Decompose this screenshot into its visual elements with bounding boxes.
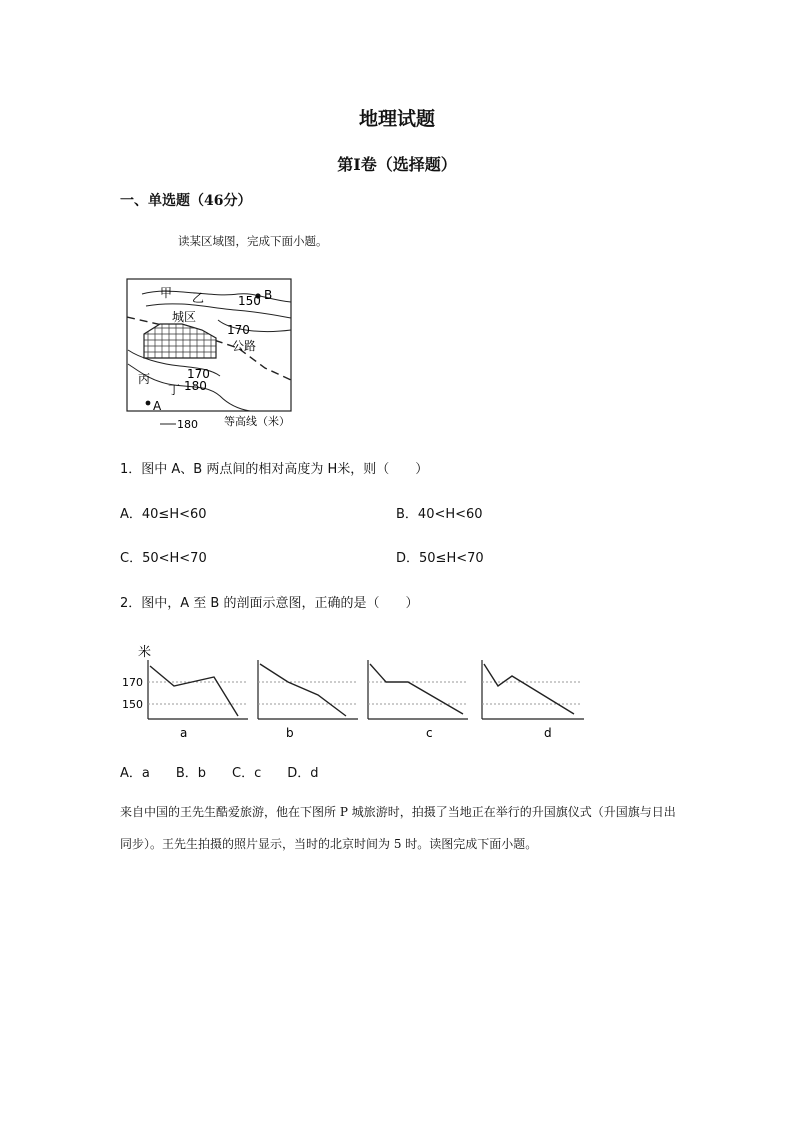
label-ding: 丁 bbox=[168, 383, 181, 397]
label-road: 公路 bbox=[232, 339, 257, 353]
contour-line-upper bbox=[146, 304, 291, 318]
legend-value: 180 bbox=[177, 418, 198, 431]
point-a-marker bbox=[146, 401, 151, 406]
section-heading: 一、单选题（46分） bbox=[120, 193, 252, 209]
y-tick-150: 150 bbox=[122, 698, 143, 711]
volume-title: 第I卷（选择题） bbox=[337, 155, 457, 174]
label-170-lower: 170 bbox=[187, 367, 210, 381]
profile-panel-a bbox=[148, 660, 248, 719]
profile-line-c bbox=[370, 664, 463, 714]
label-jia: 甲 bbox=[160, 286, 173, 300]
profile-panel-b bbox=[258, 660, 358, 719]
legend-text: 等高线（米） bbox=[224, 415, 290, 428]
label-a: A bbox=[153, 399, 162, 413]
q1-option-b[interactable]: B．40<H<60 bbox=[396, 507, 483, 522]
label-150: 150 bbox=[238, 294, 261, 308]
q1-option-c[interactable]: C．50<H<70 bbox=[120, 551, 207, 566]
passage-text: 来自中国的王先生酷爱旅游，他在下图所 P 城旅游时，拍摄了当地正在举行的升国旗仪式（升国旗与日出同步）。王先生拍摄的照片显示，当时的北京时间为 5 时。读图完成下面小题。 bbox=[120, 805, 676, 851]
label-bing: 丙 bbox=[138, 372, 151, 386]
contour-map bbox=[120, 272, 310, 432]
profile-line-b bbox=[260, 664, 346, 716]
profile-panel-d bbox=[482, 660, 584, 719]
profile-label-d: d bbox=[544, 726, 552, 740]
profile-line-a bbox=[150, 666, 238, 716]
question-2-stem: 2．图中，A 至 B 的剖面示意图，正确的是（ ） bbox=[120, 596, 419, 611]
profile-line-d bbox=[484, 664, 574, 714]
label-170-upper: 170 bbox=[227, 323, 250, 337]
page-title: 地理试题 bbox=[358, 108, 435, 130]
label-b: B bbox=[264, 288, 273, 302]
y-tick-170: 170 bbox=[122, 676, 143, 689]
q1-option-d[interactable]: D．50≤H<70 bbox=[396, 551, 484, 566]
y-unit-label: 米 bbox=[138, 645, 152, 660]
q2-options[interactable]: A．a B．b C．c D．d bbox=[120, 766, 319, 781]
profile-label-a: a bbox=[180, 726, 188, 740]
label-180: 180 bbox=[184, 379, 207, 393]
profile-label-b: b bbox=[286, 726, 294, 740]
profile-panel-c bbox=[368, 660, 468, 719]
question-1-stem: 1．图中 A、B 两点间的相对高度为 H米，则（ ） bbox=[120, 462, 429, 477]
profile-label-c: c bbox=[426, 726, 433, 740]
city-grid bbox=[140, 320, 220, 362]
intro-text: 读某区域图，完成下面小题。 bbox=[178, 234, 328, 248]
q1-option-a[interactable]: A．40≤H<60 bbox=[120, 507, 207, 522]
label-yi: 乙 bbox=[192, 291, 205, 305]
profile-figure bbox=[118, 642, 588, 742]
label-city: 城区 bbox=[172, 310, 197, 324]
